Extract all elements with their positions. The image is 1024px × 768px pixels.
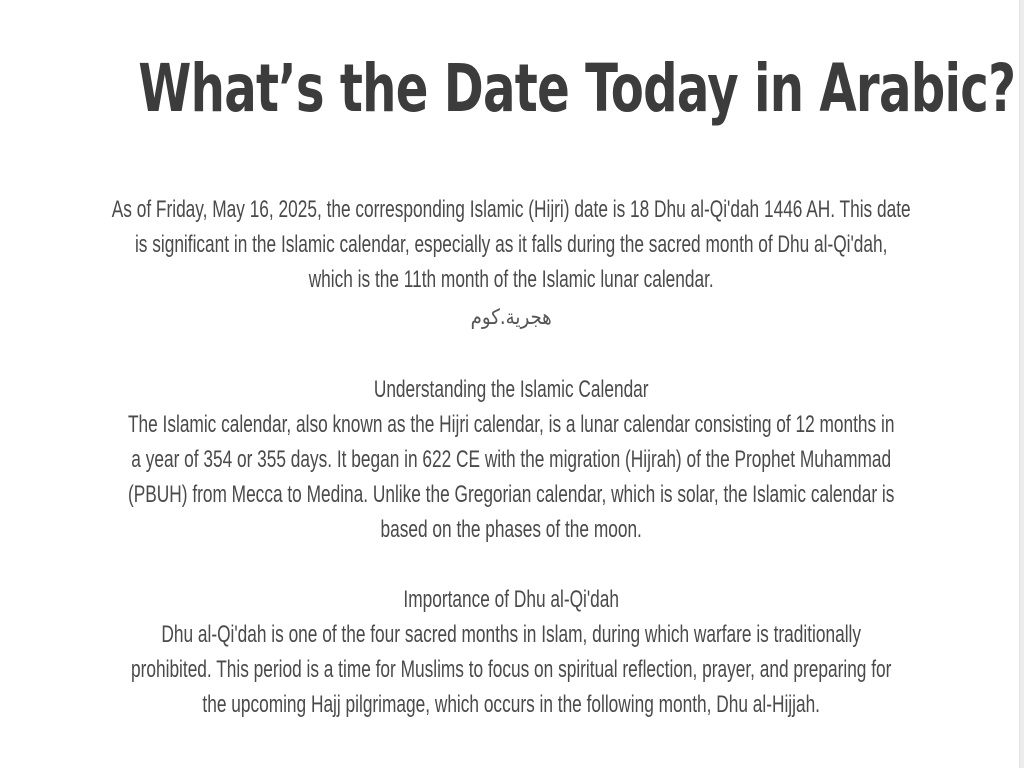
intro-line-2: is significant in the Islamic calendar, especially as it falls during the sacred month of Dhu al-Qi'dah, bbox=[134, 231, 888, 258]
islamic-calendar-paragraph bbox=[0, 407, 1022, 547]
vertical-scrollbar[interactable] bbox=[1019, 0, 1024, 768]
section-heading-dhu-al-qidah: Importance of Dhu al-Qi'dah bbox=[403, 586, 619, 613]
section-heading-islamic-calendar: Understanding the Islamic Calendar bbox=[373, 376, 649, 403]
qidah-line-2: prohibited. This period is a time for Muslims to focus on spiritual reflection, prayer, and preparing for bbox=[131, 656, 892, 683]
calendar-line-1: The Islamic calendar, also known as the Hijri calendar, is a lunar calendar consisting of 12 months in bbox=[127, 411, 895, 438]
article-body bbox=[0, 192, 1022, 722]
section-spacer bbox=[0, 547, 1022, 582]
dhu-al-qidah-paragraph bbox=[0, 617, 1022, 722]
qidah-line-3: the upcoming Hajj pilgrimage, which occurs in the following month, Dhu al-Hijjah. bbox=[202, 691, 820, 718]
qidah-line-1: Dhu al-Qi'dah is one of the four sacred months in Islam, during which warfare is traditionally bbox=[161, 621, 862, 648]
page-title: What’s the Date Today in Arabic? bbox=[138, 50, 1016, 127]
calendar-line-4: based on the phases of the moon. bbox=[380, 516, 642, 543]
source-label: هجرية.كوم bbox=[470, 305, 552, 329]
calendar-line-2: a year of 354 or 355 days. It began in 622 CE with the migration (Hijrah) of the Prophet Muhammad bbox=[131, 446, 892, 473]
intro-line-3: which is the 11th month of the Islamic lunar calendar. bbox=[308, 266, 714, 293]
calendar-line-3: (PBUH) from Mecca to Medina. Unlike the Gregorian calendar, which is solar, the Islamic calendar is bbox=[128, 481, 895, 508]
section-spacer bbox=[0, 337, 1022, 372]
intro-line-1: As of Friday, May 16, 2025, the corresponding Islamic (Hijri) date is 18 Dhu al-Qi'dah 1446 AH. This date bbox=[111, 196, 911, 223]
intro-paragraph bbox=[0, 192, 1022, 297]
